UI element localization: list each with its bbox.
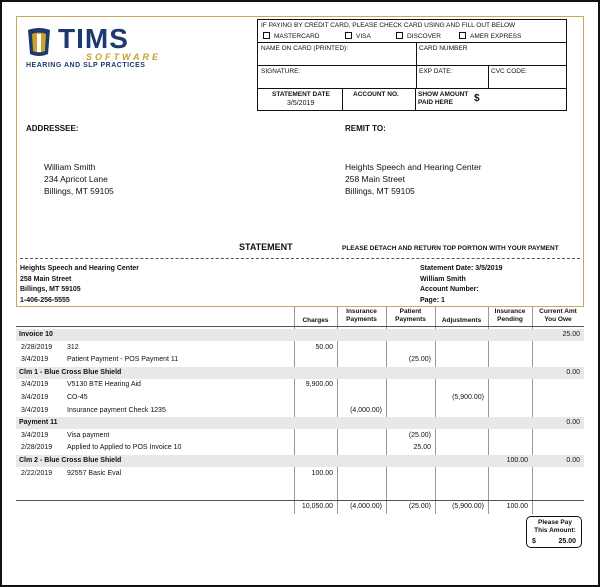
cc-divider xyxy=(488,65,489,88)
cell-group: Payment 11 xyxy=(19,419,58,427)
table-row xyxy=(16,342,584,354)
account-number: Account Number: xyxy=(420,286,479,293)
practice-street: 258 Main Street xyxy=(20,275,72,283)
total-insurance-pending: 100.00 xyxy=(506,503,528,510)
cell-desc: Insurance payment Check 1235 xyxy=(67,406,166,414)
table-row xyxy=(16,392,584,404)
addressee-heading: ADDRESSEE: xyxy=(26,124,79,133)
practice-info xyxy=(20,264,139,306)
cell-pat: (25.00) xyxy=(408,356,431,364)
table-row xyxy=(16,379,584,391)
cell-date: 3/4/2019 xyxy=(21,406,49,414)
cell-charges: 100.00 xyxy=(311,469,333,477)
cell-desc: Patient Payment - POS Payment 11 xyxy=(67,356,179,364)
option-amex[interactable]: AMER EXPRESS xyxy=(459,32,521,40)
account-no-label: ACCOUNT NO. xyxy=(353,91,399,98)
table-row xyxy=(16,442,584,454)
option-visa[interactable]: VISA xyxy=(345,32,371,40)
statement-info xyxy=(420,264,502,306)
group-header-row xyxy=(16,329,584,341)
cell-current: 0.00 xyxy=(566,419,580,427)
cell-group: Clm 2 - Blue Cross Blue Shield xyxy=(19,457,122,464)
page-number: Page: 1 xyxy=(420,296,445,304)
statement-date: Statement Date: 3/5/2019 xyxy=(420,265,503,272)
cell-charges: 9,900.00 xyxy=(305,381,333,389)
cell-group: Clm 1 - Blue Cross Blue Shield xyxy=(19,368,122,376)
statement-date-value: 3/5/2019 xyxy=(287,100,315,107)
cc-divider xyxy=(258,88,566,89)
signature-field[interactable]: SIGNATURE: xyxy=(261,68,301,75)
amex-checkbox[interactable] xyxy=(459,32,466,39)
cell-date: 2/28/2019 xyxy=(21,444,53,452)
amount-paid-currency[interactable]: $ xyxy=(474,93,480,104)
remit-city: Billings, MT 59105 xyxy=(345,186,415,196)
mastercard-checkbox[interactable] xyxy=(263,32,270,39)
option-discover[interactable]: DISCOVER xyxy=(396,32,441,40)
statement-date-label: STATEMENT DATE xyxy=(272,91,330,98)
practice-phone: 1-406-256-5555 xyxy=(20,296,70,304)
group-header-row xyxy=(16,367,584,379)
discover-checkbox[interactable] xyxy=(396,32,403,39)
cell-date: 2/22/2019 xyxy=(21,469,53,477)
addressee-name: William Smith xyxy=(44,162,96,172)
logo-mark-icon xyxy=(26,26,52,58)
amount-due-value: 25.00 xyxy=(558,538,576,545)
cell-date: 3/4/2019 xyxy=(21,356,49,364)
card-number-field[interactable]: CARD NUMBER xyxy=(419,45,468,52)
cvc-code-field[interactable]: CVC CODE: xyxy=(491,68,528,75)
totals-row xyxy=(16,500,584,514)
total-insurance-payments: (4,000.00) xyxy=(350,503,382,510)
cell-group: Invoice 10 xyxy=(19,331,53,338)
table-header xyxy=(16,307,584,327)
cell-desc: Applied to Applied to POS Invoice 10 xyxy=(67,444,182,452)
cell-charges: 50.00 xyxy=(315,343,333,351)
practice-name: Heights Speech and Hearing Center xyxy=(20,265,140,272)
header-insurance-pending: Insurance Pending xyxy=(494,308,526,323)
header-adjustments: Adjustments xyxy=(441,317,482,324)
logo-title: TIMS xyxy=(58,23,129,54)
visa-checkbox[interactable] xyxy=(345,32,352,39)
cell-pat: 25.00 xyxy=(413,444,431,452)
addressee-block xyxy=(44,161,114,197)
remit-to-block xyxy=(345,161,482,197)
cell-date: 3/4/2019 xyxy=(21,431,49,439)
show-amount-label: SHOW AMOUNT xyxy=(418,91,469,98)
table-row xyxy=(16,354,584,366)
table-row xyxy=(16,405,584,417)
cell-date: 3/4/2019 xyxy=(21,381,49,389)
logo-tagline: HEARING AND SLP PRACTICES xyxy=(26,62,146,69)
table-row xyxy=(16,430,584,442)
statement-table xyxy=(16,307,584,514)
cell-adj: (5,900.00) xyxy=(452,394,484,401)
group-header-row xyxy=(16,417,584,429)
amount-due-currency: $ xyxy=(532,538,536,545)
cell-desc: Visa payment xyxy=(67,431,110,439)
remit-street: 258 Main Street xyxy=(345,174,406,184)
addressee-street: 234 Apricot Lane xyxy=(44,174,108,184)
cell-desc: CO-45 xyxy=(67,394,88,401)
credit-card-header: IF PAYING BY CREDIT CARD, PLEASE CHECK CARD USING AND FILL OUT BELOW xyxy=(261,22,516,29)
cell-current: 0.00 xyxy=(566,368,580,376)
remit-to-heading: REMIT TO: xyxy=(345,124,386,133)
tims-logo xyxy=(26,24,176,72)
paid-here-label: PAID HERE xyxy=(418,99,453,106)
exp-date-field[interactable]: EXP DATE: xyxy=(419,68,453,75)
header-current-amount: Current Amt You Owe xyxy=(539,308,577,323)
cc-divider xyxy=(258,42,566,43)
header-charges: Charges xyxy=(302,317,329,324)
total-adjustments: (5,900.00) xyxy=(452,503,484,510)
cc-divider xyxy=(416,42,417,88)
cell-ins: (4,000.00) xyxy=(350,406,382,414)
cc-divider xyxy=(415,88,416,111)
cell-pending: 100.00 xyxy=(506,457,528,464)
cc-divider xyxy=(258,65,566,66)
cc-divider xyxy=(342,88,343,111)
cell-date: 2/28/2019 xyxy=(21,343,53,351)
logo-subtitle: SOFTWARE xyxy=(86,52,161,62)
this-amount-label: This Amount: xyxy=(534,527,576,534)
practice-city: Billings, MT 59105 xyxy=(20,286,81,293)
header-insurance-payments: Insurance Payments xyxy=(346,308,377,323)
credit-card-form xyxy=(257,19,567,111)
cell-date: 3/4/2019 xyxy=(21,394,49,401)
header-patient-payments: Patient Payments xyxy=(395,308,426,323)
total-patient-payments: (25.00) xyxy=(408,503,431,510)
detach-line xyxy=(20,258,580,259)
group-header-row xyxy=(16,455,584,467)
cell-current: 0.00 xyxy=(566,457,580,464)
statement-title: STATEMENT xyxy=(239,242,293,252)
addressee-city: Billings, MT 59105 xyxy=(44,186,114,196)
cell-current: 25.00 xyxy=(562,331,580,338)
name-on-card-field[interactable]: NAME ON CARD (PRINTED): xyxy=(261,45,349,52)
cell-desc: V5130 BTE Hearing Aid xyxy=(67,381,141,389)
cell-desc: 312 xyxy=(67,343,79,351)
amount-due-box xyxy=(526,516,582,548)
table-row xyxy=(16,468,584,480)
detach-note: PLEASE DETACH AND RETURN TOP PORTION WITH YOUR PAYMENT xyxy=(342,245,559,252)
total-charges: 10,050.00 xyxy=(301,503,333,510)
card-type-options xyxy=(263,32,563,42)
cell-pat: (25.00) xyxy=(408,431,431,439)
patient-name: William Smith xyxy=(420,275,466,283)
cell-desc: 92557 Basic Eval xyxy=(67,469,122,477)
remit-name: Heights Speech and Hearing Center xyxy=(345,162,482,172)
option-mastercard[interactable]: MASTERCARD xyxy=(263,32,320,40)
please-pay-label: Please Pay xyxy=(538,519,572,526)
